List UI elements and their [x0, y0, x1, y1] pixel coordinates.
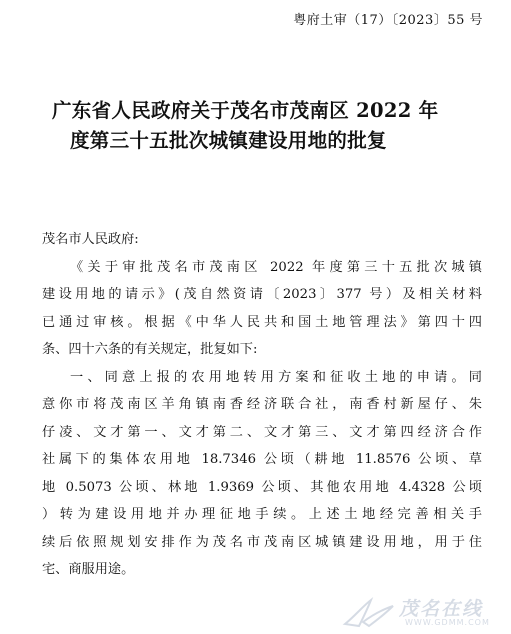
- watermark-url: WWW.GDMM.COM: [405, 618, 490, 627]
- body-line: ）转为建设用地并办理征地手续。上述土地经完善相关手: [42, 507, 482, 522]
- body-line: 一、同意上报的农用地转用方案和征收土地的申请。同: [70, 369, 482, 385]
- body-line: 社属下的集体农用地 18.7346 公顷（耕地 11.8576 公顷、草: [42, 452, 482, 467]
- document-title: [52, 96, 472, 156]
- body-line: 仔凌、文才第一、文才第二、文才第三、文才第四经济合作: [42, 424, 482, 440]
- body-line: 续后依照规划安排作为茂名市茂南区城镇建设用地，用于住: [42, 534, 482, 550]
- body-line: 建设用地的请示》(茂自然资请〔2023〕377 号）及相关材料: [42, 287, 482, 302]
- document-body: [42, 226, 482, 584]
- bird-logo-icon: [341, 596, 397, 630]
- body-line: 已通过审核。根据《中华人民共和国土地管理法》第四十四: [42, 314, 482, 330]
- body-line: 地 0.5073 公顷、林地 1.9369 公顷、其他农用地 4.4328 公顷: [42, 479, 482, 495]
- document-title-line-1: 广东省人民政府关于茂名市茂南区 2022 年: [52, 99, 439, 122]
- watermark-logo: [341, 594, 491, 630]
- salutation: 茂名市人民政府:: [42, 232, 139, 247]
- body-line: 意你市将茂南区羊角镇南香经济联合社，南香村新屋仔、朱: [42, 397, 482, 412]
- watermark-text: 茂名在线: [399, 598, 484, 620]
- document-title-line-2: 度第三十五批次城镇建设用地的批复: [70, 129, 387, 152]
- document-number: 粤府土审（17）〔2023〕55 号: [293, 13, 483, 28]
- body-line: 宅、商服用途。: [42, 562, 135, 577]
- body-line: 《关于审批茂名市茂南区 2022 年度第三十五批次城镇: [70, 259, 482, 275]
- body-line: 条、四十六条的有关规定，批复如下:: [42, 342, 258, 357]
